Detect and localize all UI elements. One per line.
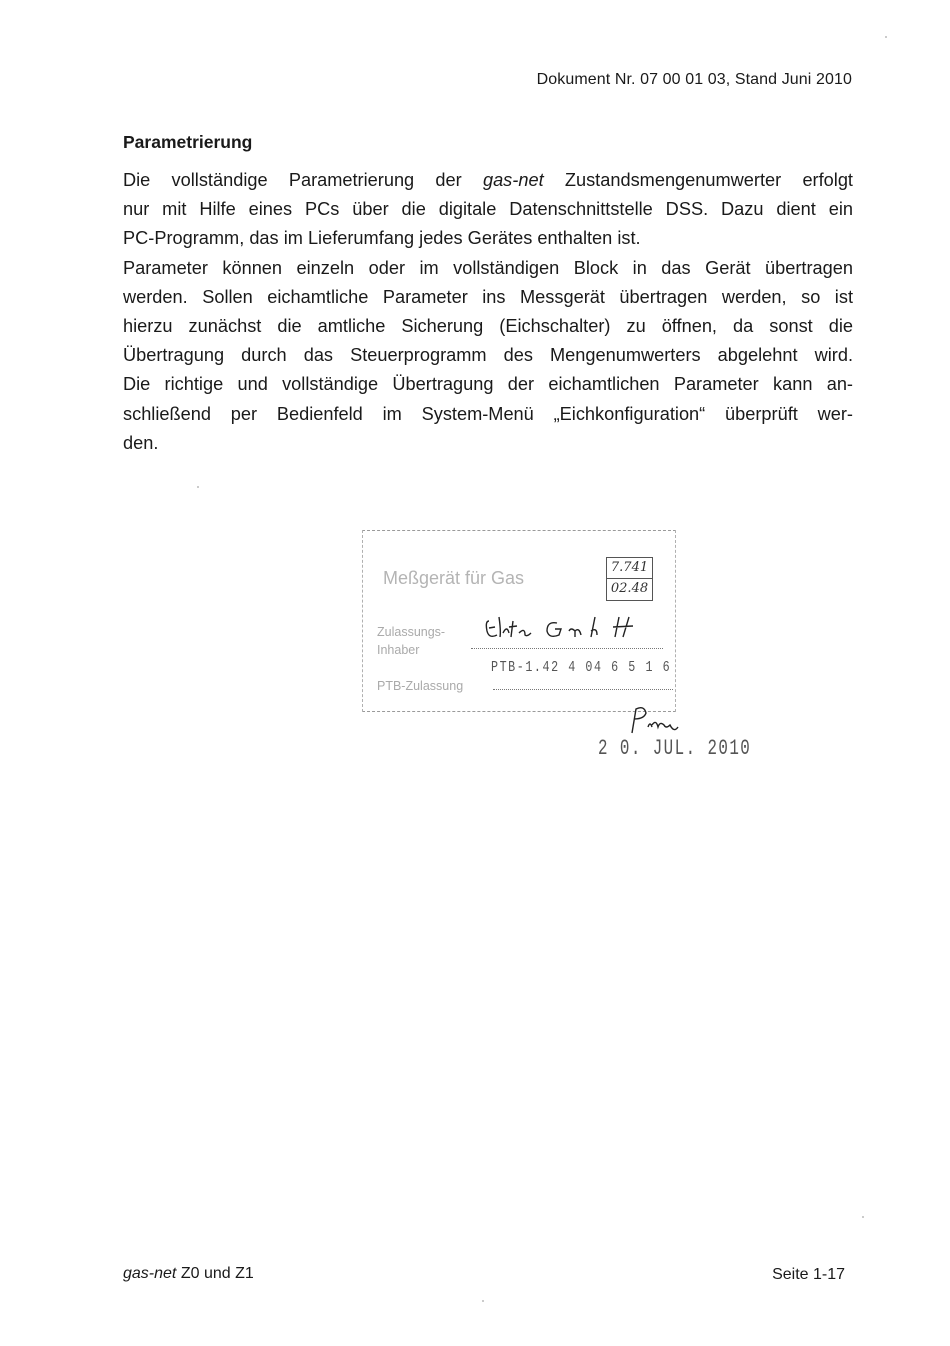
scan-speck [862,1216,864,1218]
date-stamp: 2 0. JUL. 2010 [598,736,752,761]
document-number: Dokument Nr. 07 00 01 03, Stand Juni 2010 [536,71,852,88]
stamp-ptb-line [493,689,673,690]
section-title: Parametrierung [123,132,253,152]
body-line: Übertragung durch das Steuerprogramm des Mengenumwerters abgelehnt wird. [123,345,853,366]
body-line-text: Die vollständige Parametrierung der [123,170,483,190]
body-line: hierzu zunächst die amtliche Sicherung (Eichschalter) zu öffnen, da sonst die [123,316,853,337]
body-line: PC-Programm, das im Lieferumfang jedes Gerätes enthalten ist. [123,228,641,249]
footer-page-number: Seite 1-17 [772,1266,845,1283]
stamp-label-ptb: PTB-Zulassung [377,679,464,693]
holder-signature [483,611,663,645]
footer-product-rest: Z0 und Z1 [176,1265,254,1282]
stamp-holder-line [471,648,663,649]
scan-speck [197,486,199,488]
stamp-label-holder-2: Inhaber [377,643,420,657]
stamp-number-box [606,557,653,601]
stamp-title: Meßgerät für Gas [383,568,525,588]
body-line: Die richtige und vollständige Übertragung der eichamtlichen Parameter kann an- [123,374,853,395]
body-line: werden. Sollen eichamtliche Parameter ins Messgerät übertragen werden, so ist [123,286,853,307]
footer-product [123,1265,254,1283]
body-line: Parameter können einzeln oder im vollständigen Block in das Gerät übertragen [123,257,853,278]
stamp-label-holder: Zulassungs- [377,625,446,639]
approval-stamp [362,530,676,712]
product-name: gas-net [482,170,544,190]
stamp-box-bottom: 02.48 [610,581,649,596]
body-line: nur mit Hilfe eines PCs über die digitale Datenschnittstelle DSS. Dazu dient ein [123,199,853,220]
body-line [123,166,853,195]
initials-signature [622,703,682,737]
scan-speck [885,36,887,38]
stamp-box-top: 7.741 [607,558,652,579]
body-line-text: Zustandsmengenumwerter erfolgt [543,170,853,190]
scan-speck [482,1300,484,1302]
body-paragraph [123,166,853,458]
body-line: den. [123,432,159,453]
footer-product-em: gas-net [123,1265,177,1282]
ptb-number: PTB-1.42 4 04 6 5 1 6 [491,659,672,676]
body-line: schließend per Bedienfeld im System-Menü „Eichkonfiguration“ überprüft wer- [123,403,853,424]
